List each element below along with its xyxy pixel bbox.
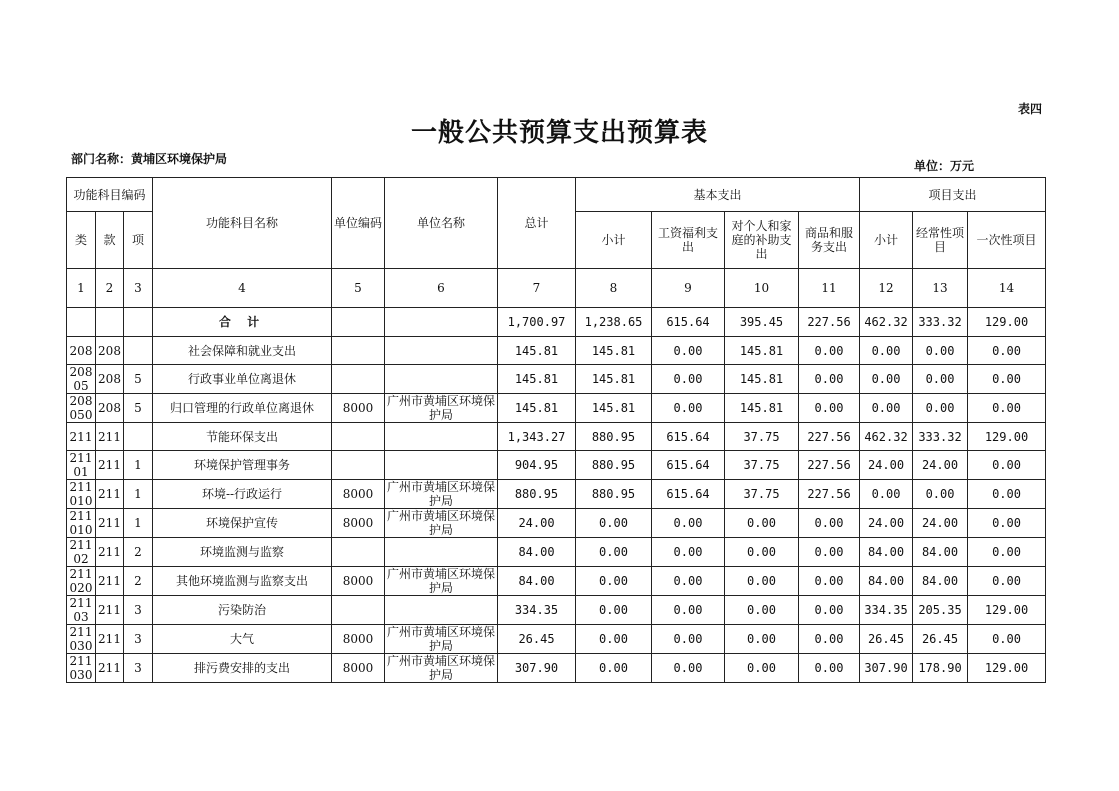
amount-cell: 0.00 — [576, 654, 652, 683]
table-row — [67, 451, 1046, 480]
amount-cell: 615.64 — [652, 480, 725, 509]
amount-cell: 1,343.27 — [498, 423, 576, 451]
unit-code — [332, 596, 385, 625]
budget-table — [66, 177, 1046, 683]
code-kuan: 208 — [96, 394, 124, 423]
amount-cell: 24.00 — [860, 451, 913, 480]
amount-cell: 0.00 — [913, 337, 968, 365]
func-name: 环境监测与监察 — [153, 538, 332, 567]
code-lei: 208 050 — [67, 394, 96, 423]
amount-cell: 145.81 — [725, 365, 799, 394]
amount-cell: 0.00 — [968, 538, 1046, 567]
column-number: 7 — [498, 269, 576, 308]
unit-label: 单位：万元 — [914, 159, 975, 173]
column-number-row — [67, 269, 1046, 308]
code-lei: 211 010 — [67, 509, 96, 538]
unit-name: 广州市黄埔区环境保护局 — [385, 654, 498, 683]
amount-cell: 145.81 — [498, 394, 576, 423]
amount-cell: 37.75 — [725, 423, 799, 451]
amount-cell: 84.00 — [498, 538, 576, 567]
table-row — [67, 538, 1046, 567]
func-name: 环境保护管理事务 — [153, 451, 332, 480]
amount-cell: 24.00 — [913, 451, 968, 480]
unit-name: 广州市黄埔区环境保护局 — [385, 394, 498, 423]
unit-code: 8000 — [332, 654, 385, 683]
table-row — [67, 509, 1046, 538]
table-row — [67, 480, 1046, 509]
amount-cell: 84.00 — [498, 567, 576, 596]
func-name: 排污费安排的支出 — [153, 654, 332, 683]
amount-cell: 0.00 — [799, 365, 860, 394]
amount-cell: 129.00 — [968, 596, 1046, 625]
column-number: 6 — [385, 269, 498, 308]
amount-cell: 0.00 — [860, 480, 913, 509]
total-value: 333.32 — [913, 308, 968, 337]
code-lei: 211 03 — [67, 596, 96, 625]
amount-cell: 0.00 — [913, 365, 968, 394]
amount-cell: 0.00 — [799, 509, 860, 538]
code-kuan: 211 — [96, 625, 124, 654]
amount-cell: 227.56 — [799, 451, 860, 480]
amount-cell: 0.00 — [576, 509, 652, 538]
amount-cell: 0.00 — [799, 654, 860, 683]
amount-cell: 26.45 — [913, 625, 968, 654]
amount-cell: 205.35 — [913, 596, 968, 625]
code-kuan: 211 — [96, 538, 124, 567]
column-number: 1 — [67, 269, 96, 308]
header-lei: 类 — [67, 212, 96, 269]
code-kuan: 208 — [96, 365, 124, 394]
amount-cell: 145.81 — [576, 337, 652, 365]
amount-cell: 145.81 — [725, 394, 799, 423]
column-number: 5 — [332, 269, 385, 308]
total-value: 129.00 — [968, 308, 1046, 337]
unit-code — [332, 538, 385, 567]
code-xiang: 3 — [124, 654, 153, 683]
code-xiang: 1 — [124, 509, 153, 538]
amount-cell: 24.00 — [498, 509, 576, 538]
amount-cell: 334.35 — [860, 596, 913, 625]
table-row — [67, 625, 1046, 654]
amount-cell: 0.00 — [725, 509, 799, 538]
amount-cell: 129.00 — [968, 423, 1046, 451]
code-lei: 208 05 — [67, 365, 96, 394]
column-number: 3 — [124, 269, 153, 308]
amount-cell: 880.95 — [576, 480, 652, 509]
amount-cell: 0.00 — [968, 451, 1046, 480]
amount-cell: 462.32 — [860, 423, 913, 451]
amount-cell: 880.95 — [576, 451, 652, 480]
amount-cell: 0.00 — [968, 365, 1046, 394]
total-value: 227.56 — [799, 308, 860, 337]
amount-cell: 0.00 — [576, 625, 652, 654]
amount-cell: 227.56 — [799, 423, 860, 451]
amount-cell: 0.00 — [968, 337, 1046, 365]
code-xiang: 3 — [124, 596, 153, 625]
amount-cell: 24.00 — [913, 509, 968, 538]
table-row — [67, 567, 1046, 596]
amount-cell: 307.90 — [860, 654, 913, 683]
amount-cell: 0.00 — [576, 596, 652, 625]
amount-cell: 26.45 — [860, 625, 913, 654]
amount-cell: 0.00 — [799, 394, 860, 423]
total-value: 395.45 — [725, 308, 799, 337]
amount-cell: 145.81 — [498, 337, 576, 365]
amount-cell: 0.00 — [652, 394, 725, 423]
amount-cell: 334.35 — [498, 596, 576, 625]
amount-cell: 615.64 — [652, 451, 725, 480]
code-xiang: 2 — [124, 567, 153, 596]
total-value: 615.64 — [652, 308, 725, 337]
header-wages: 工资福利支出 — [652, 212, 725, 269]
code-kuan: 211 — [96, 596, 124, 625]
code-kuan: 211 — [96, 654, 124, 683]
unit-name: 广州市黄埔区环境保护局 — [385, 509, 498, 538]
column-number: 9 — [652, 269, 725, 308]
table-row — [67, 337, 1046, 365]
amount-cell: 0.00 — [725, 596, 799, 625]
amount-cell: 129.00 — [968, 654, 1046, 683]
code-kuan: 208 — [96, 337, 124, 365]
amount-cell: 84.00 — [913, 567, 968, 596]
amount-cell: 0.00 — [725, 567, 799, 596]
header-xiang: 项 — [124, 212, 153, 269]
unit-name: 广州市黄埔区环境保护局 — [385, 480, 498, 509]
header-basic-subtotal: 小计 — [576, 212, 652, 269]
code-xiang: 2 — [124, 538, 153, 567]
amount-cell: 0.00 — [652, 596, 725, 625]
header-subsidy: 对个人和家庭的补助支出 — [725, 212, 799, 269]
code-lei: 208 — [67, 337, 96, 365]
unit-code: 8000 — [332, 625, 385, 654]
amount-cell: 0.00 — [913, 394, 968, 423]
amount-cell: 880.95 — [498, 480, 576, 509]
amount-cell: 0.00 — [652, 625, 725, 654]
unit-code: 8000 — [332, 509, 385, 538]
code-xiang: 3 — [124, 625, 153, 654]
total-value: 462.32 — [860, 308, 913, 337]
column-number: 14 — [968, 269, 1046, 308]
table-row — [67, 596, 1046, 625]
total-value: 1,238.65 — [576, 308, 652, 337]
code-kuan: 211 — [96, 480, 124, 509]
column-number: 11 — [799, 269, 860, 308]
amount-cell: 37.75 — [725, 480, 799, 509]
header-unit-code: 单位编码 — [332, 178, 385, 269]
code-lei: 211 020 — [67, 567, 96, 596]
amount-cell: 227.56 — [799, 480, 860, 509]
unit-code — [332, 423, 385, 451]
amount-cell: 0.00 — [652, 567, 725, 596]
unit-name — [385, 451, 498, 480]
amount-cell: 0.00 — [968, 625, 1046, 654]
func-name: 社会保障和就业支出 — [153, 337, 332, 365]
amount-cell: 0.00 — [725, 538, 799, 567]
table-row — [67, 654, 1046, 683]
column-number: 13 — [913, 269, 968, 308]
amount-cell: 0.00 — [968, 394, 1046, 423]
code-lei: 211 010 — [67, 480, 96, 509]
code-xiang: 1 — [124, 480, 153, 509]
table-row — [67, 423, 1046, 451]
unit-code: 8000 — [332, 480, 385, 509]
amount-cell: 0.00 — [968, 509, 1046, 538]
amount-cell: 145.81 — [576, 365, 652, 394]
amount-cell: 84.00 — [860, 567, 913, 596]
code-xiang: 1 — [124, 451, 153, 480]
amount-cell: 0.00 — [652, 337, 725, 365]
column-number: 4 — [153, 269, 332, 308]
amount-cell: 0.00 — [799, 538, 860, 567]
total-row — [67, 308, 1046, 337]
unit-code — [332, 451, 385, 480]
unit-name: 广州市黄埔区环境保护局 — [385, 625, 498, 654]
code-lei: 211 01 — [67, 451, 96, 480]
amount-cell: 0.00 — [860, 337, 913, 365]
code-kuan: 211 — [96, 451, 124, 480]
amount-cell: 178.90 — [913, 654, 968, 683]
amount-cell: 145.81 — [725, 337, 799, 365]
column-number: 12 — [860, 269, 913, 308]
amount-cell: 0.00 — [968, 480, 1046, 509]
unit-name: 广州市黄埔区环境保护局 — [385, 567, 498, 596]
header-unit-name: 单位名称 — [385, 178, 498, 269]
column-number: 10 — [725, 269, 799, 308]
amount-cell: 0.00 — [725, 654, 799, 683]
unit-name — [385, 538, 498, 567]
amount-cell: 307.90 — [498, 654, 576, 683]
unit-code: 8000 — [332, 394, 385, 423]
total-value: 1,700.97 — [498, 308, 576, 337]
table-tag: 表四 — [1018, 102, 1043, 116]
amount-cell: 880.95 — [576, 423, 652, 451]
table-row — [67, 365, 1046, 394]
table-row — [67, 394, 1046, 423]
amount-cell: 145.81 — [498, 365, 576, 394]
amount-cell: 26.45 — [498, 625, 576, 654]
header-regular: 经常性项目 — [913, 212, 968, 269]
code-lei: 211 030 — [67, 654, 96, 683]
code-lei: 211 02 — [67, 538, 96, 567]
amount-cell: 0.00 — [860, 365, 913, 394]
header-goods: 商品和服务支出 — [799, 212, 860, 269]
unit-name — [385, 337, 498, 365]
column-number: 8 — [576, 269, 652, 308]
code-lei: 211 030 — [67, 625, 96, 654]
amount-cell: 0.00 — [799, 337, 860, 365]
header-project: 项目支出 — [860, 178, 1046, 212]
amount-cell: 0.00 — [799, 625, 860, 654]
amount-cell: 0.00 — [652, 538, 725, 567]
unit-name — [385, 365, 498, 394]
amount-cell: 615.64 — [652, 423, 725, 451]
header-kuan: 款 — [96, 212, 124, 269]
amount-cell: 0.00 — [913, 480, 968, 509]
amount-cell: 84.00 — [913, 538, 968, 567]
func-name: 归口管理的行政单位离退休 — [153, 394, 332, 423]
unit-code — [332, 337, 385, 365]
total-label: 合 计 — [153, 308, 332, 337]
func-name: 大气 — [153, 625, 332, 654]
code-lei: 211 — [67, 423, 96, 451]
amount-cell: 37.75 — [725, 451, 799, 480]
amount-cell: 0.00 — [652, 365, 725, 394]
amount-cell: 333.32 — [913, 423, 968, 451]
header-basic: 基本支出 — [576, 178, 860, 212]
amount-cell: 0.00 — [652, 654, 725, 683]
amount-cell: 0.00 — [576, 567, 652, 596]
code-xiang: 5 — [124, 394, 153, 423]
func-name: 环境保护宣传 — [153, 509, 332, 538]
header-total: 总计 — [498, 178, 576, 269]
header-func-name: 功能科目名称 — [153, 178, 332, 269]
amount-cell: 24.00 — [860, 509, 913, 538]
amount-cell: 904.95 — [498, 451, 576, 480]
func-name: 其他环境监测与监察支出 — [153, 567, 332, 596]
amount-cell: 0.00 — [799, 567, 860, 596]
unit-code — [332, 365, 385, 394]
func-name: 行政事业单位离退休 — [153, 365, 332, 394]
code-xiang — [124, 337, 153, 365]
page-title: 一般公共预算支出预算表 — [410, 118, 708, 148]
func-name: 污染防治 — [153, 596, 332, 625]
header-project-subtotal: 小计 — [860, 212, 913, 269]
code-kuan: 211 — [96, 509, 124, 538]
amount-cell: 0.00 — [576, 538, 652, 567]
func-name: 环境--行政运行 — [153, 480, 332, 509]
amount-cell: 0.00 — [725, 625, 799, 654]
header-onetime: 一次性项目 — [968, 212, 1046, 269]
amount-cell: 0.00 — [799, 596, 860, 625]
code-xiang: 5 — [124, 365, 153, 394]
department-name: 部门名称：黄埔区环境保护局 — [71, 152, 228, 166]
unit-code: 8000 — [332, 567, 385, 596]
unit-name — [385, 596, 498, 625]
amount-cell: 0.00 — [968, 567, 1046, 596]
amount-cell: 0.00 — [860, 394, 913, 423]
code-kuan: 211 — [96, 567, 124, 596]
code-xiang — [124, 423, 153, 451]
column-number: 2 — [96, 269, 124, 308]
unit-name — [385, 423, 498, 451]
header-func-code: 功能科目编码 — [67, 178, 153, 212]
code-kuan: 211 — [96, 423, 124, 451]
func-name: 节能环保支出 — [153, 423, 332, 451]
amount-cell: 84.00 — [860, 538, 913, 567]
amount-cell: 145.81 — [576, 394, 652, 423]
amount-cell: 0.00 — [652, 509, 725, 538]
